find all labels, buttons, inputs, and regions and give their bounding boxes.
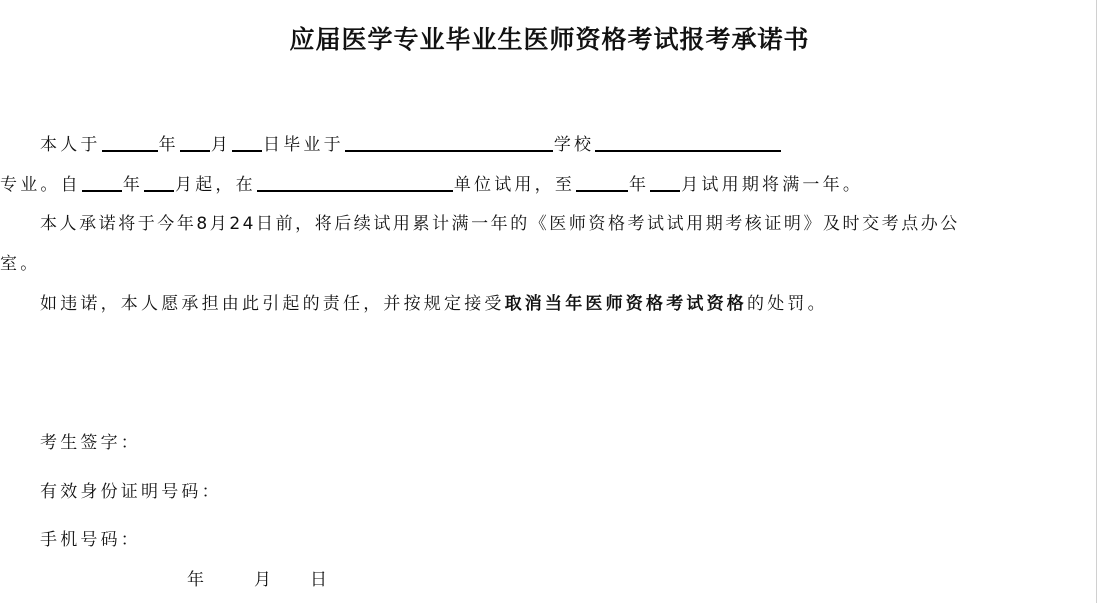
trial-end-month-blank[interactable] bbox=[650, 172, 680, 192]
graduation-day-blank[interactable] bbox=[232, 132, 262, 152]
text-month: 月 bbox=[210, 135, 232, 155]
text-major-from: 专业。自 bbox=[0, 175, 81, 195]
document-title: 应届医学专业毕业生医师资格考试报考承诺书 bbox=[289, 25, 810, 54]
school-name-blank[interactable] bbox=[345, 132, 553, 152]
text-month-from-at: 月起，在 bbox=[175, 175, 256, 195]
text-trial-full-year: 月试用期将满一年。 bbox=[681, 175, 864, 195]
text-school: 学校 bbox=[553, 135, 595, 155]
text-year-3: 年 bbox=[629, 175, 650, 195]
phone-label: 手机号码： bbox=[40, 530, 141, 550]
page-border bbox=[1096, 0, 1097, 603]
trial-end-year-blank[interactable] bbox=[576, 172, 628, 192]
text-year-2: 年 bbox=[122, 175, 144, 195]
trial-start-month-blank[interactable] bbox=[144, 172, 174, 192]
date-day: 日 bbox=[310, 570, 327, 590]
text-day-graduated-from: 日毕业于 bbox=[263, 135, 344, 155]
paragraph-commitment-line2: 室。 bbox=[0, 254, 41, 274]
paragraph-penalty bbox=[40, 292, 828, 316]
graduation-year-blank[interactable] bbox=[102, 132, 158, 152]
text-year: 年 bbox=[158, 135, 179, 155]
signer-label: 考生签字： bbox=[40, 433, 141, 453]
graduation-month-blank[interactable] bbox=[180, 132, 210, 152]
paragraph-graduation-line1 bbox=[40, 132, 782, 157]
date-year: 年 bbox=[187, 570, 204, 590]
text-unit-trial-until: 单位试用，至 bbox=[453, 175, 576, 195]
penalty-text-post: 的处罚。 bbox=[747, 294, 828, 314]
date-month: 月 bbox=[254, 570, 271, 590]
penalty-text-pre: 如违诺，本人愿承担由此引起的责任，并按规定接受 bbox=[40, 294, 505, 314]
penalty-text-bold: 取消当年医师资格考试资格 bbox=[504, 294, 748, 314]
major-blank[interactable] bbox=[595, 132, 781, 152]
work-unit-blank[interactable] bbox=[257, 172, 453, 192]
paragraph-graduation-line2 bbox=[0, 172, 863, 197]
paragraph-commitment-line1: 本人承诺将于今年8月24日前，将后续试用累计满一年的《医师资格考试试用期考核证明》及时交考点办公 bbox=[40, 214, 960, 234]
id-number-label: 有效身份证明号码： bbox=[40, 482, 222, 502]
text-benren-yu: 本人于 bbox=[40, 135, 101, 155]
trial-start-year-blank[interactable] bbox=[82, 172, 122, 192]
